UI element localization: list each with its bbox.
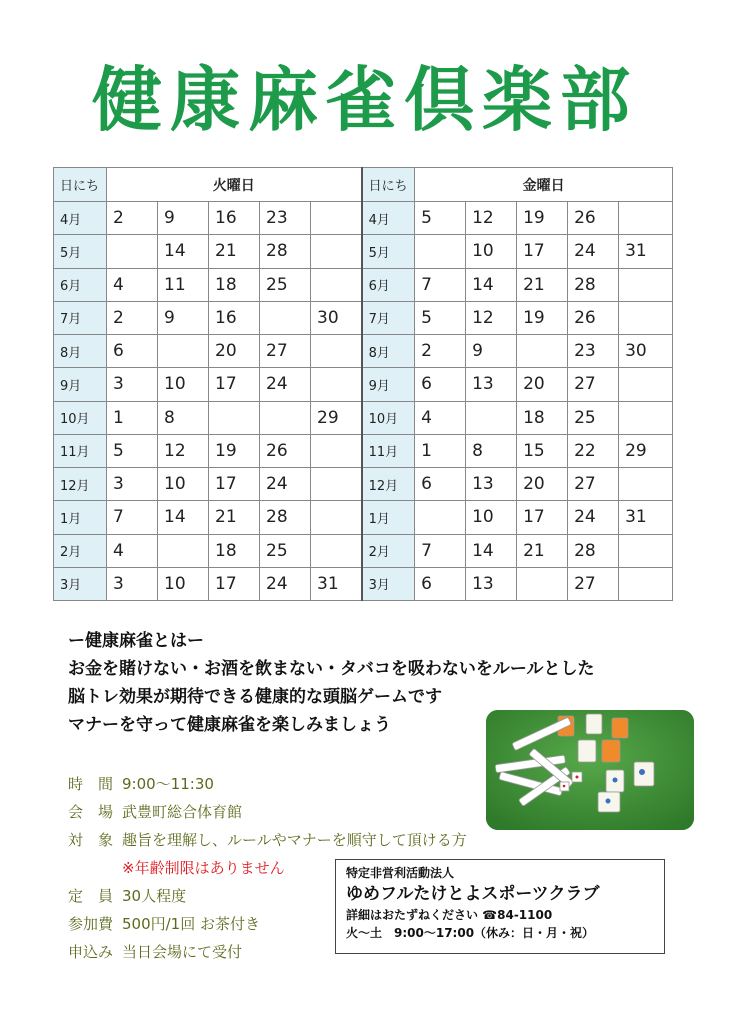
month-label-tue: 1月 — [54, 501, 107, 534]
calendar-row — [54, 268, 673, 301]
time-value: 9:00～11:30 — [122, 775, 214, 793]
friday-date-cell: 7 — [415, 534, 466, 567]
tuesday-date-cell: 14 — [158, 235, 209, 268]
calendar-row — [54, 434, 673, 467]
friday-date-cell: 5 — [415, 202, 466, 235]
friday-date-cell: 26 — [568, 301, 619, 334]
venue-value: 武豊町総合体育館 — [122, 803, 243, 821]
tuesday-date-cell: 1 — [107, 401, 158, 434]
calendar-row — [54, 534, 673, 567]
month-label-tue: 8月 — [54, 335, 107, 368]
target-row — [68, 826, 467, 854]
friday-date-cell: 6 — [415, 368, 466, 401]
friday-date-cell — [517, 567, 568, 600]
month-label-fri: 5月 — [362, 235, 415, 268]
friday-date-cell: 23 — [568, 335, 619, 368]
tuesday-date-cell: 24 — [260, 368, 311, 401]
tuesday-date-cell — [158, 534, 209, 567]
org-contact: 詳細はおたずねください ☎84-1100 — [346, 908, 553, 922]
page-title: 健康麻雀倶楽部 — [92, 59, 638, 141]
about-heading: ー健康麻雀とはー — [68, 631, 204, 651]
friday-date-cell: 17 — [517, 235, 568, 268]
friday-date-cell: 27 — [568, 368, 619, 401]
tuesday-date-cell: 9 — [158, 202, 209, 235]
friday-date-cell — [619, 268, 673, 301]
tuesday-date-cell: 3 — [107, 368, 158, 401]
tuesday-date-cell: 6 — [107, 335, 158, 368]
calendar-row — [54, 301, 673, 334]
month-label-tue: 7月 — [54, 301, 107, 334]
friday-date-cell: 2 — [415, 335, 466, 368]
month-label-fri: 1月 — [362, 501, 415, 534]
friday-date-cell — [619, 468, 673, 501]
friday-date-cell — [415, 235, 466, 268]
month-label-tue: 9月 — [54, 368, 107, 401]
friday-date-cell: 21 — [517, 534, 568, 567]
tuesday-date-cell: 11 — [158, 268, 209, 301]
calendar-row — [54, 202, 673, 235]
month-label-fri: 2月 — [362, 534, 415, 567]
tuesday-date-cell — [311, 434, 362, 467]
tuesday-date-cell: 20 — [209, 335, 260, 368]
tuesday-date-cell: 21 — [209, 235, 260, 268]
calendar-row — [54, 468, 673, 501]
tuesday-date-cell: 24 — [260, 468, 311, 501]
calendar-row — [54, 501, 673, 534]
tuesday-date-cell: 31 — [311, 567, 362, 600]
about-line-2: 脳トレ効果が期待できる健康的な頭脳ゲームです — [68, 687, 442, 707]
about-line-3: マナーを守って健康麻雀を楽しみましょう — [68, 715, 391, 735]
mahjong-tiles-icon — [486, 710, 694, 830]
tuesday-date-cell: 26 — [260, 434, 311, 467]
target-value: 趣旨を理解し、ルールやマナーを順守して頂ける方 — [122, 831, 467, 849]
tuesday-date-cell: 10 — [158, 468, 209, 501]
tuesday-date-cell: 8 — [158, 401, 209, 434]
friday-date-cell: 19 — [517, 301, 568, 334]
friday-date-cell: 7 — [415, 268, 466, 301]
fee-label: 参加費 — [68, 915, 114, 933]
friday-date-cell: 12 — [466, 301, 517, 334]
friday-date-cell: 6 — [415, 567, 466, 600]
friday-date-cell: 8 — [466, 434, 517, 467]
tuesday-date-cell: 14 — [158, 501, 209, 534]
friday-date-cell: 28 — [568, 268, 619, 301]
tuesday-date-cell: 21 — [209, 501, 260, 534]
friday-date-cell: 9 — [466, 335, 517, 368]
tuesday-date-cell: 7 — [107, 501, 158, 534]
friday-date-cell: 14 — [466, 268, 517, 301]
date-header-fri: 日にち — [362, 168, 415, 202]
time-label: 時 間 — [68, 775, 114, 793]
schedule-calendar — [53, 167, 673, 601]
tuesday-date-cell — [209, 401, 260, 434]
month-label-fri: 4月 — [362, 202, 415, 235]
friday-date-cell: 24 — [568, 235, 619, 268]
tuesday-date-cell: 24 — [260, 567, 311, 600]
tuesday-date-cell: 9 — [158, 301, 209, 334]
tuesday-date-cell — [107, 235, 158, 268]
month-label-tue: 6月 — [54, 268, 107, 301]
tuesday-date-cell: 30 — [311, 301, 362, 334]
tuesday-date-cell — [311, 534, 362, 567]
month-label-tue: 2月 — [54, 534, 107, 567]
tuesday-date-cell — [158, 335, 209, 368]
tuesday-date-cell — [260, 301, 311, 334]
friday-date-cell: 21 — [517, 268, 568, 301]
friday-date-cell: 13 — [466, 468, 517, 501]
month-label-tue: 11月 — [54, 434, 107, 467]
tuesday-date-cell: 12 — [158, 434, 209, 467]
friday-date-cell: 10 — [466, 235, 517, 268]
month-label-tue: 10月 — [54, 401, 107, 434]
friday-date-cell: 18 — [517, 401, 568, 434]
friday-date-cell: 26 — [568, 202, 619, 235]
tuesday-date-cell: 3 — [107, 468, 158, 501]
organization-box — [335, 859, 665, 954]
tuesday-date-cell: 17 — [209, 368, 260, 401]
org-type: 特定非営利活動法人 — [346, 866, 455, 880]
tuesday-date-cell: 16 — [209, 202, 260, 235]
friday-date-cell — [619, 567, 673, 600]
month-label-tue: 4月 — [54, 202, 107, 235]
tuesday-date-cell: 19 — [209, 434, 260, 467]
tuesday-date-cell: 3 — [107, 567, 158, 600]
month-label-fri: 11月 — [362, 434, 415, 467]
date-header-tue: 日にち — [54, 168, 107, 202]
tuesday-date-cell — [311, 335, 362, 368]
friday-date-cell — [619, 202, 673, 235]
age-note: ※年齢制限はありません — [122, 859, 285, 877]
month-label-fri: 3月 — [362, 567, 415, 600]
capacity-label: 定 員 — [68, 887, 114, 905]
friday-date-cell — [415, 501, 466, 534]
tuesday-date-cell: 18 — [209, 268, 260, 301]
month-label-fri: 7月 — [362, 301, 415, 334]
tuesday-date-cell: 10 — [158, 567, 209, 600]
tuesday-date-cell: 23 — [260, 202, 311, 235]
calendar-row — [54, 567, 673, 600]
calendar-header-row — [54, 168, 673, 202]
friday-date-cell: 20 — [517, 468, 568, 501]
friday-date-cell: 20 — [517, 368, 568, 401]
friday-date-cell — [619, 368, 673, 401]
fee-value: 500円/1回 お茶付き — [122, 915, 260, 933]
friday-date-cell: 24 — [568, 501, 619, 534]
apply-label: 申込み — [68, 943, 114, 961]
tuesday-date-cell: 29 — [311, 401, 362, 434]
tuesday-date-cell: 25 — [260, 268, 311, 301]
tuesday-date-cell — [311, 235, 362, 268]
friday-date-cell: 29 — [619, 434, 673, 467]
mahjong-tiles-photo — [486, 710, 694, 830]
friday-date-cell — [619, 534, 673, 567]
month-label-fri: 9月 — [362, 368, 415, 401]
friday-date-cell: 31 — [619, 235, 673, 268]
friday-date-cell: 25 — [568, 401, 619, 434]
calendar-row — [54, 368, 673, 401]
tuesday-date-cell: 17 — [209, 567, 260, 600]
calendar-row — [54, 235, 673, 268]
friday-date-cell: 13 — [466, 368, 517, 401]
tuesday-date-cell: 4 — [107, 534, 158, 567]
friday-date-cell: 19 — [517, 202, 568, 235]
friday-date-cell: 12 — [466, 202, 517, 235]
tuesday-date-cell: 2 — [107, 301, 158, 334]
friday-date-cell: 17 — [517, 501, 568, 534]
friday-date-cell: 28 — [568, 534, 619, 567]
tuesday-date-cell: 2 — [107, 202, 158, 235]
tuesday-date-cell: 28 — [260, 501, 311, 534]
tuesday-date-cell: 10 — [158, 368, 209, 401]
friday-date-cell: 27 — [568, 567, 619, 600]
tuesday-date-cell: 27 — [260, 335, 311, 368]
tuesday-date-cell — [311, 468, 362, 501]
time-row — [68, 770, 467, 798]
friday-date-cell — [619, 401, 673, 434]
month-label-fri: 12月 — [362, 468, 415, 501]
tuesday-date-cell: 17 — [209, 468, 260, 501]
capacity-value: 30人程度 — [122, 887, 187, 905]
friday-date-cell: 14 — [466, 534, 517, 567]
target-label: 対 象 — [68, 831, 114, 849]
tuesday-date-cell: 4 — [107, 268, 158, 301]
month-label-tue: 12月 — [54, 468, 107, 501]
venue-label: 会 場 — [68, 803, 114, 821]
apply-value: 当日会場にて受付 — [122, 943, 243, 961]
tuesday-date-cell: 16 — [209, 301, 260, 334]
about-line-1: お金を賭けない・お酒を飲まない・タバコを吸わないをルールとした — [68, 659, 595, 679]
month-label-tue: 5月 — [54, 235, 107, 268]
friday-date-cell: 31 — [619, 501, 673, 534]
tuesday-date-cell — [260, 401, 311, 434]
calendar-row — [54, 401, 673, 434]
tuesday-header: 火曜日 — [107, 168, 362, 202]
calendar-body — [54, 168, 673, 601]
month-label-fri: 8月 — [362, 335, 415, 368]
tuesday-date-cell — [311, 268, 362, 301]
friday-date-cell — [466, 401, 517, 434]
friday-date-cell: 22 — [568, 434, 619, 467]
tuesday-date-cell: 18 — [209, 534, 260, 567]
tuesday-date-cell: 28 — [260, 235, 311, 268]
venue-row — [68, 798, 467, 826]
friday-date-cell: 13 — [466, 567, 517, 600]
tuesday-date-cell — [311, 368, 362, 401]
friday-date-cell: 10 — [466, 501, 517, 534]
month-label-tue: 3月 — [54, 567, 107, 600]
month-label-fri: 6月 — [362, 268, 415, 301]
tuesday-date-cell: 25 — [260, 534, 311, 567]
friday-header: 金曜日 — [415, 168, 673, 202]
friday-date-cell: 6 — [415, 468, 466, 501]
friday-date-cell: 30 — [619, 335, 673, 368]
friday-date-cell: 5 — [415, 301, 466, 334]
tuesday-date-cell: 5 — [107, 434, 158, 467]
friday-date-cell: 27 — [568, 468, 619, 501]
tuesday-date-cell — [311, 202, 362, 235]
friday-date-cell — [517, 335, 568, 368]
friday-date-cell: 15 — [517, 434, 568, 467]
org-name: ゆめフルたけとよスポーツクラブ — [346, 884, 600, 904]
friday-date-cell: 1 — [415, 434, 466, 467]
tuesday-date-cell — [311, 501, 362, 534]
friday-date-cell — [619, 301, 673, 334]
friday-date-cell: 4 — [415, 401, 466, 434]
month-label-fri: 10月 — [362, 401, 415, 434]
org-hours: 火～土 9:00～17:00（休み：日・月・祝） — [346, 926, 595, 940]
calendar-row — [54, 335, 673, 368]
